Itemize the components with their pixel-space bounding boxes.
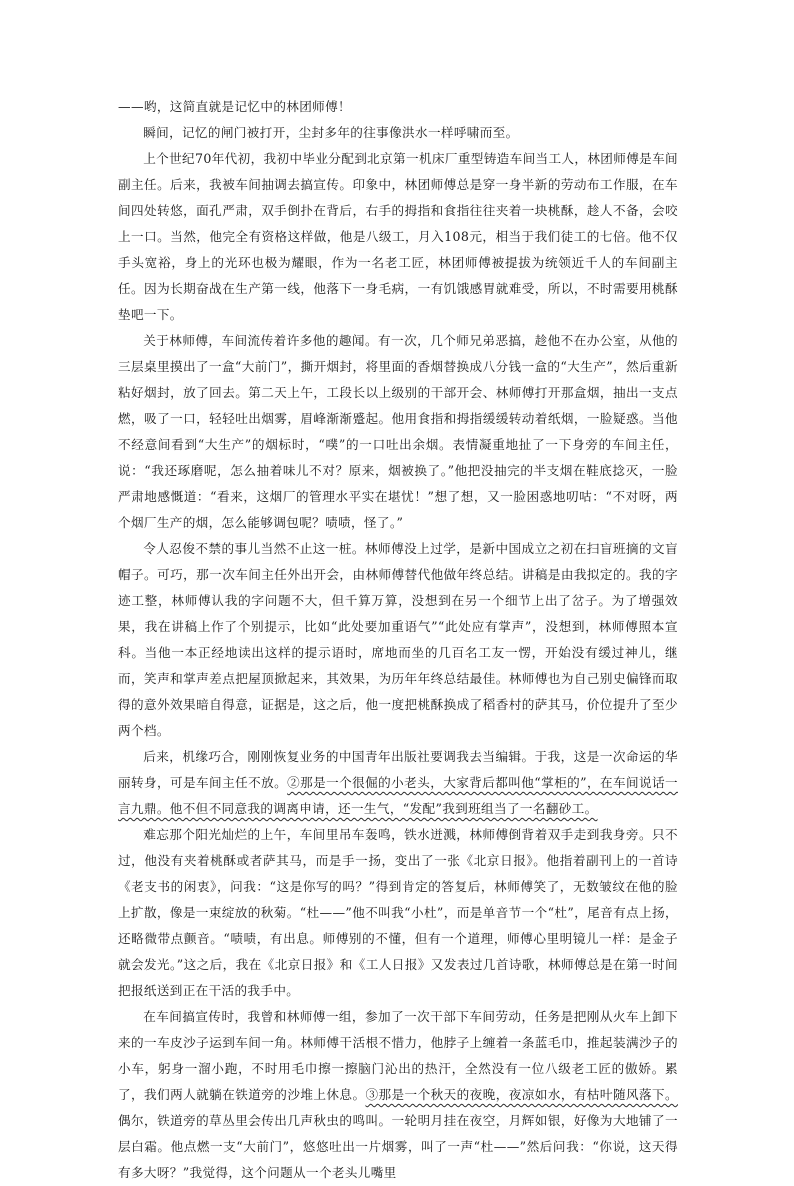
paragraph-8-text-tail: 偶尔，铁道旁的草丛里会传出几声秋虫的鸣叫。一轮明月挂在夜空，月辉如银，好像为大地铺了一层白霜。他点燃一支“大前门”，悠悠吐出一片烟雾，叫了一声“杜——”然后问我：“你说，这天得有多大呀？”我觉得，这个问题从一个老头儿嘴里 <box>118 1113 678 1180</box>
paragraph-3-text: 上个世纪70年代初，我初中毕业分配到北京第一机床厂重型铸造车间当工人，林团师傅是车间副主任。后来，我被车间抽调去搞宣传。印象中，林团师傅总是穿一身半新的劳动布工作服，在车间四处转悠，面孔严肃，双手倒扑在背后，右手的拇指和食指往往夹着一块桃酥，趁人不备，会咬上一口。当然，他完全有资格这样做，他是八级工，月入108元，相当于我们徒工的七倍。他不仅手头宽裕，身上的光环也极为耀眼，作为一名老工匠，林团师傅被提拔为统领近千人的车间副主任。因为长期奋战在生产第一线，他落下一身毛病，一有饥饿感胃就难受，所以，不时需要用桃酥垫吧一下。 <box>118 151 678 322</box>
marked-sentence-3: ③那是一个秋天的夜晚，夜凉如水，有枯叶随风落下。 <box>365 1087 678 1102</box>
paragraph-7 <box>118 822 678 1004</box>
paragraph-5-text: 令人忍俊不禁的事儿当然不止这一桩。林师傅没上过学，是新中国成立之初在扫盲班摘的文盲帽子。可巧，那一次车间主任外出开会，由林师傅替代他做年终总结。讲稿是由我拟定的。我的字迹工整，林师傅认我的字问题不大，但千算万算，没想到在另一个细节上出了岔子。为了增强效果，我在讲稿上作了个别提示，比如“此处要加重语气”“此处应有掌声”，没想到，林师傅照本宣科。当他一本正经地读出这样的提示语时，席地而坐的几百名工友一愣，开始没有缓过神儿，继而，笑声和掌声差点把屋顶掀起来，其效果，为历年年终总结最佳。林师傅也为自己别史偏锋而取得的意外效果暗自得意，证据是，这之后，他一度把桃酥换成了稻香村的萨其马，价位提升了至少两个档。 <box>118 541 678 738</box>
paragraph-4 <box>118 328 678 536</box>
paragraph-3 <box>118 146 678 328</box>
marked-sentence-2: ②那是一个很倔的小老头，大家背后都叫他“掌柜的”，在车间说话一言九鼎。他不但不同意我的调离申请，还一生气，“发配”我到班组当了一名翻砂工。 <box>118 775 678 816</box>
paragraph-8 <box>118 1004 678 1186</box>
document-page <box>118 94 678 1186</box>
paragraph-6 <box>118 744 678 822</box>
paragraph-8-text: 在车间搞宣传时，我曾和林师傅一组，参加了一次干部下车间劳动，任务是把刚从火车上卸下来的一车皮沙子运到车间一角。林师傅干活根不惜力，他脖子上缠着一条蓝毛巾，推起装满沙子的小车，躬身一溜小跑，不时用毛巾擦一擦脑门沁出的热汗，全然没有一位八级老工匠的傲娇。累了，我们两人就躺在铁道旁的沙堆上休息。 <box>118 1009 678 1102</box>
paragraph-1 <box>118 94 678 120</box>
paragraph-5 <box>118 536 678 744</box>
paragraph-6-text: 后来，机缘巧合，刚刚恢复业务的中国青年出版社要调我去当编辑。于我，这是一次命运的华丽转身，可是车间主任不放。 <box>118 749 678 790</box>
paragraph-2 <box>118 120 678 146</box>
paragraph-7-text: 难忘那个阳光灿烂的上午，车间里吊车轰鸣，铁水迸溅，林师傅倒背着双手走到我身旁。只不过，他没有夹着桃酥或者萨其马，而是手一扬，变出了一张《北京日报》。他指着副刊上的一首诗《老支书的闲衷》，问我：“这是你写的吗？”得到肯定的答复后，林师傅笑了，无数皱纹在他的脸上扩散，像是一束绽放的秋菊。“杜——”他不叫我“小杜”，而是单音节一个“杜”，尾音有点上扬，还略微带点颤音。“啧啧，有出息。师傅别的不懂，但有一个道理，师傅心里明镜儿一样：是金子就会发光。”这之后，我在《北京日报》和《工人日报》又发表过几首诗歌，林师傅总是在第一时间把报纸送到正在干活的我手中。 <box>118 827 678 998</box>
paragraph-4-text: 关于林师傅，车间流传着许多他的趣闻。有一次，几个师兄弟恶搞，趁他不在办公室，从他的三层桌里摸出了一盒“大前门”，撕开烟封，将里面的香烟替换成八分钱一盒的“大生产”，然后重新粘好烟封，放了回去。第二天上午，工段长以上级别的干部开会、林师傅打开那盒烟，抽出一支点燃，吸了一口，轻轻吐出烟雾，眉峰渐渐蹙起。他用食指和拇指缓缓转动着纸烟，一脸疑惑。当他不经意间看到“大生产”的烟标时，“噗”的一口吐出余烟。表情凝重地扯了一下身旁的车间主任，说：“我还琢磨呢，怎么抽着味儿不对？原来，烟被换了。”他把没抽完的半支烟在鞋底捻灭，一脸严肃地感慨道：“看来，这烟厂的管理水平实在堪忧！”想了想，又一脸困惑地叨咕：“不对呀，两个烟厂生产的烟，怎么能够调包呢？啧啧，怪了。” <box>118 333 678 530</box>
paragraph-2-text: 瞬间，记忆的闸门被打开，尘封多年的往事像洪水一样呼啸而至。 <box>143 125 519 140</box>
paragraph-1-text: ——哟，这简直就是记忆中的林团师傅！ <box>118 99 351 114</box>
